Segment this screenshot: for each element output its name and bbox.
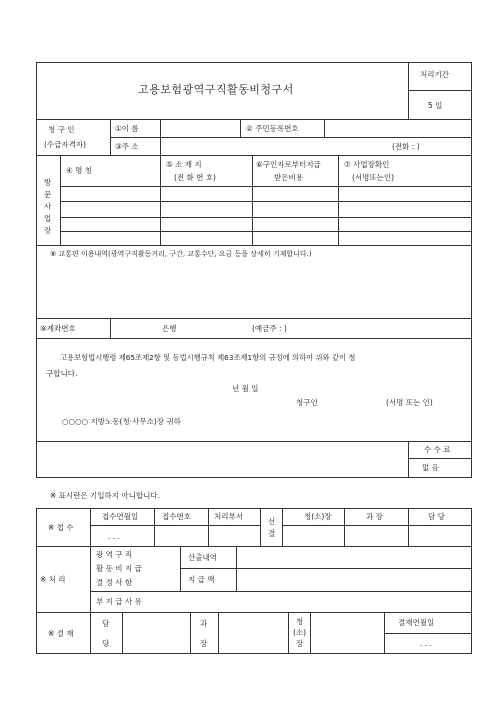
transport-label: ⑧ 교통편 이용내역(광역구직활동거리, 구간, 교통수단, 요금 등을 상세히 기재합니다.) bbox=[50, 250, 312, 258]
approval-label-top: 선 bbox=[268, 517, 276, 526]
divider bbox=[282, 525, 472, 526]
divider bbox=[90, 508, 91, 546]
divider bbox=[408, 90, 472, 91]
divider bbox=[90, 612, 91, 654]
workplace-name-label: ④ 명 칭 bbox=[66, 166, 92, 175]
divider bbox=[110, 119, 111, 155]
claimant-sublabel: (수급자격자) bbox=[44, 140, 87, 149]
reason-label: 부 지 급 사 유 bbox=[96, 597, 142, 606]
approval-chief-mid: (소) bbox=[293, 628, 307, 637]
divider bbox=[60, 201, 472, 202]
divider bbox=[36, 441, 472, 442]
phone-label: (전화 : ) bbox=[392, 142, 420, 151]
address-label: ③주 소 bbox=[115, 142, 139, 151]
divider bbox=[408, 508, 409, 546]
divider bbox=[36, 338, 472, 339]
receipt-chief-label: 청(소)장 bbox=[304, 512, 332, 521]
divider bbox=[90, 591, 472, 592]
sign-label: (서명 또는 인) bbox=[386, 398, 433, 407]
processing-label: ※ 처 리 bbox=[40, 575, 66, 584]
rrn-field[interactable] bbox=[325, 120, 471, 136]
declaration-line-1: 고용보험법시행령 제65조제2항 및 동법시행규칙 제63조제1항의 규정에 의하여 위와 같이 청 bbox=[60, 353, 356, 362]
approval-date-value: . . . bbox=[420, 639, 432, 648]
receipt-date-value: . . . bbox=[108, 532, 120, 541]
fee-value: 없 음 bbox=[422, 463, 439, 472]
receipt-number-label: 접수번호 bbox=[162, 512, 191, 521]
approval-row-label: ※ 결 재 bbox=[48, 629, 74, 638]
transport-field[interactable] bbox=[40, 264, 468, 314]
holder-label: (예금주 : ) bbox=[252, 324, 287, 333]
divider bbox=[282, 508, 283, 546]
claimant-sign-label: 청구인 bbox=[296, 398, 318, 407]
divider bbox=[90, 525, 260, 526]
addressee: ○○○○ 지방노동(청·사무소)장 귀하 bbox=[62, 417, 181, 426]
divider bbox=[310, 612, 311, 654]
divider bbox=[36, 155, 472, 156]
divider bbox=[122, 612, 123, 654]
approval-date-label: 결재연월일 bbox=[398, 618, 435, 627]
confirm-label: ⑦ 사업장확인 bbox=[344, 160, 390, 169]
divider bbox=[60, 217, 472, 218]
address-field[interactable] bbox=[161, 138, 389, 154]
divider bbox=[408, 441, 409, 478]
approval-section-top: 과 bbox=[200, 619, 208, 628]
divider bbox=[36, 612, 472, 613]
account-label: ⑨계좌번호 bbox=[40, 324, 76, 333]
decision-line-3: 결 정 사 항 bbox=[96, 578, 133, 587]
divider bbox=[384, 633, 472, 634]
receipt-officer-label: 담 당 bbox=[428, 512, 445, 521]
receipt-date-label: 접수연월일 bbox=[102, 512, 139, 521]
divider bbox=[180, 568, 472, 569]
divider bbox=[344, 508, 345, 546]
amount-label: 지 급 액 bbox=[188, 575, 215, 584]
approval-section-bottom: 장 bbox=[200, 639, 208, 648]
divider bbox=[60, 186, 472, 187]
divider bbox=[240, 119, 241, 137]
receipt-section-label: 과 장 bbox=[366, 512, 383, 521]
name-label: ①이 름 bbox=[115, 124, 139, 133]
divider bbox=[260, 508, 261, 546]
divider bbox=[36, 245, 472, 246]
divider bbox=[208, 508, 209, 546]
approval-chief-bottom: 장 bbox=[296, 639, 304, 648]
date-line: 년 월 일 bbox=[232, 384, 259, 393]
rrn-label: ② 주민등록번호 bbox=[246, 124, 299, 133]
approval-label-bottom: 결 bbox=[268, 529, 276, 538]
divider bbox=[90, 546, 91, 612]
divider bbox=[218, 612, 219, 654]
decision-line-1: 광 역 구 직 bbox=[96, 550, 133, 559]
divider bbox=[36, 546, 472, 547]
form-title: 고용보험광역구직활동비청구서 bbox=[138, 83, 294, 96]
note: ※ 표시란은 기입하지 아니합니다. bbox=[50, 491, 161, 500]
location-sublabel: (전 화 번 호) bbox=[174, 173, 216, 182]
divider bbox=[236, 546, 237, 591]
confirm-sublabel: (서명또는인) bbox=[352, 173, 395, 182]
declaration-line-2: 구합니다. bbox=[46, 369, 78, 378]
bank-label: 은행 bbox=[162, 324, 177, 333]
received-sublabel: 받은비용 bbox=[274, 173, 303, 182]
receipt-label: ※ 접 수 bbox=[48, 523, 74, 532]
divider bbox=[190, 612, 191, 654]
account-field[interactable] bbox=[111, 319, 471, 337]
receipt-dept-label: 처리부서 bbox=[214, 512, 243, 521]
claimant-label: 청 구 인 bbox=[48, 125, 75, 134]
received-label: ⑥구인자로부터지급 bbox=[256, 160, 321, 169]
approval-officer-top: 담 bbox=[102, 619, 110, 628]
fee-label: 수 수 료 bbox=[424, 445, 451, 454]
name-field[interactable] bbox=[161, 120, 239, 136]
divider bbox=[288, 612, 289, 654]
processing-period-label: 처리기간 bbox=[420, 70, 449, 79]
calc-label: 산출내역 bbox=[188, 553, 217, 562]
decision-line-2: 활 동 비 지 급 bbox=[96, 564, 142, 573]
visited-side-label: 방 문 사 업 장 bbox=[44, 178, 52, 235]
divider bbox=[60, 231, 472, 232]
approval-officer-bottom: 당 bbox=[102, 639, 110, 648]
processing-period-value: 5 일 bbox=[428, 101, 443, 110]
divider bbox=[408, 458, 472, 459]
divider bbox=[154, 508, 155, 546]
location-label: ⑤ 소 재 지 bbox=[166, 160, 202, 169]
divider bbox=[180, 546, 181, 591]
approval-chief-top: 청 bbox=[296, 617, 304, 626]
